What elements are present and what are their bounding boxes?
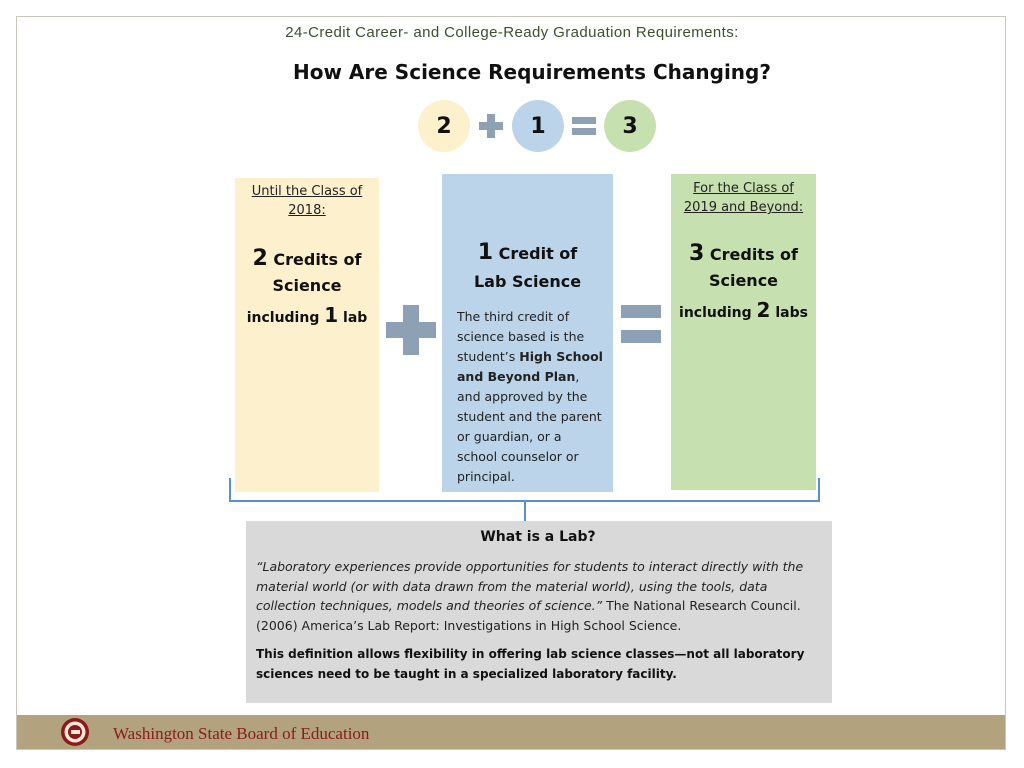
panel-left-number: 2 (252, 246, 268, 271)
panel-left-lab-prefix: including (246, 310, 320, 326)
panel-middle-body (457, 307, 605, 487)
bracket-right-edge (818, 478, 820, 501)
panel-left-labs (235, 303, 379, 327)
equation-right-circle (604, 100, 656, 152)
panel-class-2019 (671, 174, 816, 490)
panel-right-number: 3 (688, 241, 705, 266)
panel-right-labs (671, 298, 816, 322)
equals-icon (572, 116, 596, 136)
bracket-stem (524, 501, 526, 522)
panel-middle-credit-text: Credit of (498, 244, 578, 263)
panel-left-credits (235, 246, 379, 299)
panel-middle-body-2: , and approved by the student and the parent or guardian, or a school counselor or principal. (457, 369, 602, 484)
lab-box-title: What is a Lab? (480, 529, 596, 545)
lab-box-quote (256, 557, 820, 635)
panel-right-lab-number: 2 (756, 298, 771, 322)
what-is-a-lab-box (246, 521, 832, 703)
panel-left-credit-text: Credits of Science (272, 250, 362, 295)
panel-right-credits (671, 241, 816, 294)
state-board-seal-icon (60, 717, 90, 747)
lab-box-quote-text: “Laboratory experiences provide opportunities for students to interact directly with the material world (or with data drawn from the material world), using the tools, data collection techniques, models and theories of science.” (256, 559, 804, 613)
equation-right-number: 3 (622, 113, 638, 139)
lab-box-citation: The National Research Council. (2006) America’s Lab Report: Investigations in High School Science. (256, 598, 801, 633)
panel-right-credit-text: Credits of Science (708, 245, 798, 290)
panel-middle-body-bold: High School and Beyond Plan (457, 349, 603, 384)
top-title: 24-Credit Career- and College-Ready Graduation Requirements: (285, 24, 739, 41)
panel-middle-number: 1 (477, 240, 494, 265)
panel-left-lab-number: 1 (324, 303, 339, 327)
plus-icon (479, 114, 503, 138)
panel-class-2018 (235, 178, 379, 492)
footer-org-name: Washington State Board of Education (113, 724, 370, 743)
equation-left-circle (418, 100, 470, 152)
panel-right-heading: For the Class of 2019 and Beyond: (683, 181, 804, 215)
panel-middle-credits (442, 240, 613, 267)
panel-left-lab-suffix: lab (343, 310, 368, 326)
equation-left-number: 2 (436, 113, 452, 139)
equation-middle-circle (512, 100, 564, 152)
panel-middle-credit-text-2: Lab Science (473, 272, 582, 291)
panel-middle-body-1: The third credit of science based is the student’s (457, 309, 585, 364)
panel-right-lab-prefix: including (679, 305, 752, 321)
big-equals-icon (621, 303, 661, 345)
panel-left-heading: Until the Class of 2018: (251, 184, 363, 218)
page-title: How Are Science Requirements Changing? (293, 60, 771, 84)
big-plus-icon (386, 305, 436, 355)
lab-box-note: This definition allows flexibility in offering lab science classes—not all laboratory sciences need to be taught in a specialized laboratory facility. (256, 647, 805, 681)
bracket-left-edge (229, 478, 231, 501)
equation-middle-number: 1 (530, 113, 546, 139)
panel-lab-science (442, 174, 613, 492)
panel-right-lab-suffix: labs (775, 305, 808, 321)
